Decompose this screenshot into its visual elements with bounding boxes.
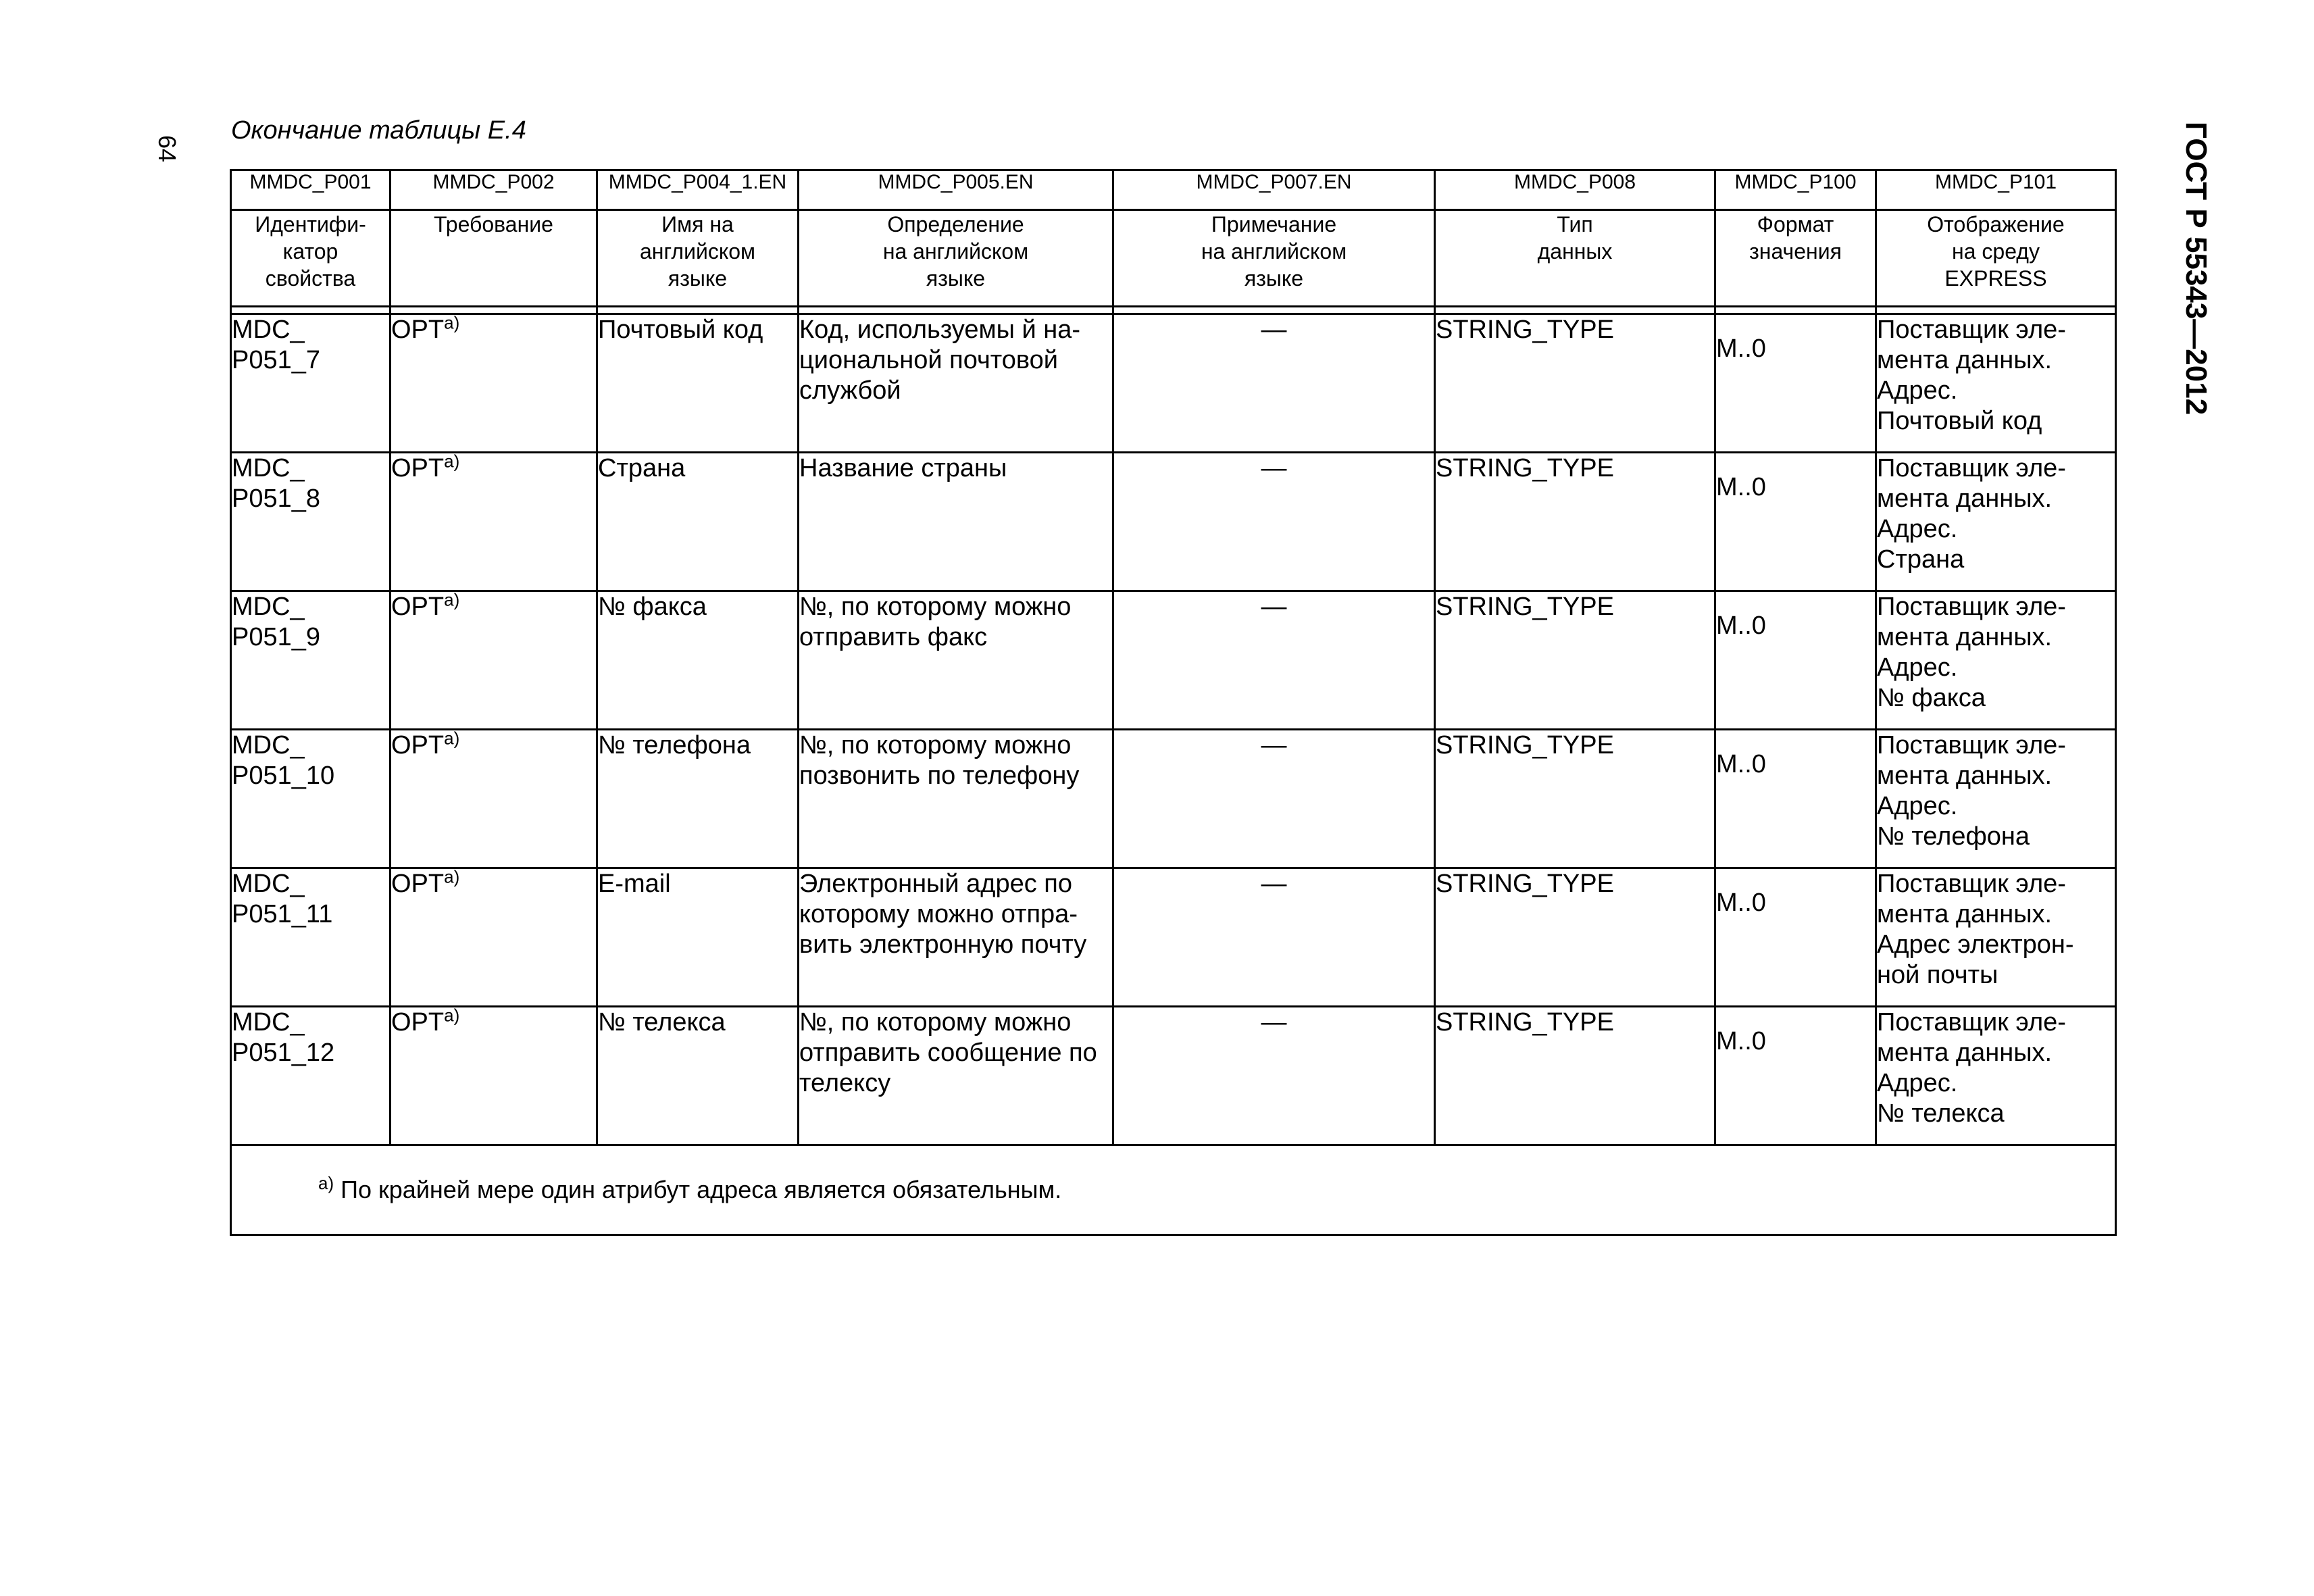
footnote-mark: а) xyxy=(444,589,460,610)
table-row xyxy=(231,1007,2116,1145)
header-separator xyxy=(231,307,2116,314)
column-code: MMDC_P100 xyxy=(1715,170,1876,210)
data-type-cell: STRING_TYPE xyxy=(1435,591,1715,730)
property-id-cell xyxy=(231,730,391,868)
header-line: свойства xyxy=(265,266,356,291)
data-type-cell: STRING_TYPE xyxy=(1435,730,1715,868)
header-line: Отображение xyxy=(1927,212,2065,236)
display-cell xyxy=(1876,868,2116,1007)
column-name xyxy=(1113,210,1435,307)
definition-line: отправить сообщение по xyxy=(799,1039,1097,1067)
header-line: данных xyxy=(1537,239,1613,264)
header-line: Формат xyxy=(1757,212,1834,236)
property-id: MDC_ xyxy=(232,731,305,759)
note-cell: — xyxy=(1113,730,1435,868)
display-cell xyxy=(1876,591,2116,730)
column-code: MMDC_P005.EN xyxy=(799,170,1113,210)
header-codes-row xyxy=(231,170,2116,210)
property-id: MDC_ xyxy=(232,316,305,344)
data-type-cell: STRING_TYPE xyxy=(1435,1007,1715,1145)
requirement: OPT xyxy=(391,731,445,759)
format-cell: M..0 xyxy=(1715,591,1876,730)
definition-line: службой xyxy=(799,376,901,405)
display-line: Поставщик эле- xyxy=(1877,1008,2066,1037)
requirement-cell xyxy=(391,453,597,591)
definition-line: Электронный адрес по xyxy=(799,870,1072,898)
property-id-cell xyxy=(231,453,391,591)
property-id-cell xyxy=(231,591,391,730)
document-code: ГОСТ Р 55343—2012 xyxy=(2180,122,2213,416)
property-id: MDC_ xyxy=(232,870,305,898)
property-id-cell xyxy=(231,314,391,453)
table-row xyxy=(231,591,2116,730)
header-line: Примечание xyxy=(1211,212,1337,236)
column-code: MMDC_P004_1.EN xyxy=(597,170,799,210)
display-cell xyxy=(1876,314,2116,453)
column-name xyxy=(391,210,597,307)
footnote-row xyxy=(231,1145,2116,1235)
display-line: Поставщик эле- xyxy=(1877,731,2066,759)
format-cell: M..0 xyxy=(1715,453,1876,591)
definition-line: №, по которому можно xyxy=(799,593,1072,621)
header-line: катор xyxy=(282,239,338,264)
format-cell: M..0 xyxy=(1715,868,1876,1007)
property-id: P051_12 xyxy=(232,1039,335,1067)
display-line: Поставщик эле- xyxy=(1877,593,2066,621)
display-cell xyxy=(1876,730,2116,868)
note-cell: — xyxy=(1113,868,1435,1007)
requirement-cell xyxy=(391,1007,597,1145)
footnote-mark: а) xyxy=(318,1173,334,1193)
column-name xyxy=(1435,210,1715,307)
footnote-mark: а) xyxy=(444,1005,460,1026)
property-id: P051_9 xyxy=(232,623,321,651)
note-cell: — xyxy=(1113,591,1435,730)
table-row xyxy=(231,730,2116,868)
display-line: мента данных. xyxy=(1877,346,2053,374)
requirement: OPT xyxy=(391,593,445,621)
header-line: Определение xyxy=(887,212,1024,236)
display-line: Страна xyxy=(1877,545,1965,574)
display-cell xyxy=(1876,1007,2116,1145)
header-names-row xyxy=(231,210,2116,307)
column-code: MMDC_P007.EN xyxy=(1113,170,1435,210)
column-name xyxy=(597,210,799,307)
header-line: на среду xyxy=(1952,239,2040,264)
display-line: Адрес. xyxy=(1877,1069,1958,1097)
definition-line: №, по которому можно xyxy=(799,731,1072,759)
column-name xyxy=(231,210,391,307)
display-line: № факса xyxy=(1877,684,1986,712)
header-line: языке xyxy=(1244,266,1304,291)
definition-line: циональной почтовой xyxy=(799,346,1059,374)
property-id-cell xyxy=(231,868,391,1007)
display-line: мента данных. xyxy=(1877,1039,2053,1067)
definition-line: отправить факс xyxy=(799,623,988,651)
header-line: языке xyxy=(668,266,728,291)
display-line: мента данных. xyxy=(1877,623,2053,651)
english-name-cell: Страна xyxy=(597,453,799,591)
display-line: Почтовый код xyxy=(1877,407,2042,435)
definition-cell xyxy=(799,730,1113,868)
properties-table xyxy=(230,169,2117,1236)
definition-line: №, по которому можно xyxy=(799,1008,1072,1037)
column-code: MMDC_P001 xyxy=(231,170,391,210)
display-line: ной почты xyxy=(1877,961,1998,989)
display-line: Адрес. xyxy=(1877,653,1958,682)
footnote xyxy=(231,1145,2116,1235)
format-cell: M..0 xyxy=(1715,1007,1876,1145)
definition-cell xyxy=(799,453,1113,591)
table-row xyxy=(231,453,2116,591)
column-name xyxy=(1876,210,2116,307)
header-line: языке xyxy=(926,266,986,291)
display-line: Поставщик эле- xyxy=(1877,316,2066,344)
footnote-mark: а) xyxy=(444,312,460,333)
english-name-cell: Почтовый код xyxy=(597,314,799,453)
english-name-cell: E-mail xyxy=(597,868,799,1007)
data-type-cell: STRING_TYPE xyxy=(1435,453,1715,591)
table-row xyxy=(231,868,2116,1007)
definition-line: позвонить по телефону xyxy=(799,762,1080,790)
display-line: № телефона xyxy=(1877,822,2030,851)
definition-cell xyxy=(799,868,1113,1007)
definition-line: Название страны xyxy=(799,454,1007,482)
column-code: MMDC_P008 xyxy=(1435,170,1715,210)
property-id: MDC_ xyxy=(232,593,305,621)
property-id: MDC_ xyxy=(232,454,305,482)
footnote-mark: а) xyxy=(444,451,460,472)
header-line: на английском xyxy=(1201,239,1347,264)
display-line: мента данных. xyxy=(1877,762,2053,790)
property-id-cell xyxy=(231,1007,391,1145)
definition-cell xyxy=(799,1007,1113,1145)
column-code: MMDC_P002 xyxy=(391,170,597,210)
page-number: 64 xyxy=(153,135,181,163)
requirement-cell xyxy=(391,314,597,453)
requirement: OPT xyxy=(391,870,445,898)
table-row xyxy=(231,314,2116,453)
definition-line: телексу xyxy=(799,1069,891,1097)
column-name xyxy=(799,210,1113,307)
format-cell: M..0 xyxy=(1715,314,1876,453)
property-id: P051_10 xyxy=(232,762,335,790)
display-line: мента данных. xyxy=(1877,484,2053,513)
property-id: P051_7 xyxy=(232,346,321,374)
header-line: EXPRESS xyxy=(1944,266,2047,291)
data-type-cell: STRING_TYPE xyxy=(1435,868,1715,1007)
definition-line: Код, используемы й на- xyxy=(799,316,1081,344)
property-id: P051_11 xyxy=(232,900,333,928)
requirement-cell xyxy=(391,591,597,730)
data-type-cell: STRING_TYPE xyxy=(1435,314,1715,453)
definition-cell xyxy=(799,591,1113,730)
column-name xyxy=(1715,210,1876,307)
column-code: MMDC_P101 xyxy=(1876,170,2116,210)
header-line: на английском xyxy=(882,239,1029,264)
property-id: P051_8 xyxy=(232,484,321,513)
header-line: значения xyxy=(1749,239,1842,264)
note-cell: — xyxy=(1113,453,1435,591)
requirement: OPT xyxy=(391,316,445,344)
note-cell: — xyxy=(1113,1007,1435,1145)
footnote-mark: а) xyxy=(444,728,460,749)
table-caption: Окончание таблицы Е.4 xyxy=(231,116,526,145)
header-line: английском xyxy=(639,239,755,264)
header-line: Требование xyxy=(434,212,553,236)
english-name-cell: № телекса xyxy=(597,1007,799,1145)
header-line: Тип xyxy=(1557,212,1593,236)
display-line: мента данных. xyxy=(1877,900,2053,928)
format-cell: M..0 xyxy=(1715,730,1876,868)
display-line: Адрес. xyxy=(1877,376,1958,405)
requirement: OPT xyxy=(391,1008,445,1037)
requirement-cell xyxy=(391,868,597,1007)
english-name-cell: № факса xyxy=(597,591,799,730)
definition-line: которому можно отпра- xyxy=(799,900,1078,928)
header-line: Имя на xyxy=(661,212,734,236)
definition-line: вить электронную почту xyxy=(799,930,1087,959)
display-line: Поставщик эле- xyxy=(1877,870,2066,898)
display-line: Поставщик эле- xyxy=(1877,454,2066,482)
display-line: № телекса xyxy=(1877,1099,2005,1128)
requirement: OPT xyxy=(391,454,445,482)
requirement-cell xyxy=(391,730,597,868)
property-id: MDC_ xyxy=(232,1008,305,1037)
display-line: Адрес электрон- xyxy=(1877,930,2074,959)
header-line: Идентифи- xyxy=(255,212,366,236)
display-line: Адрес. xyxy=(1877,515,1958,543)
english-name-cell: № телефона xyxy=(597,730,799,868)
note-cell: — xyxy=(1113,314,1435,453)
footnote-text: По крайней мере один атрибут адреса является обязательным. xyxy=(334,1176,1062,1203)
definition-cell xyxy=(799,314,1113,453)
display-line: Адрес. xyxy=(1877,792,1958,820)
footnote-mark: а) xyxy=(444,866,460,887)
display-cell xyxy=(1876,453,2116,591)
